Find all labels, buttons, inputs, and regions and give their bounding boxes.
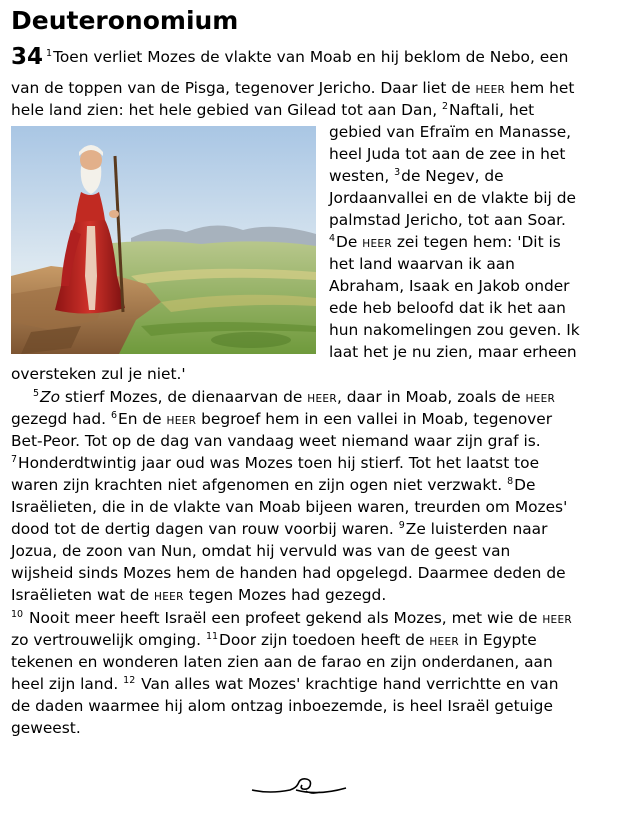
divine-name: HEER [166, 415, 197, 427]
text-line [329, 297, 566, 319]
divine-name: HEER [307, 393, 337, 405]
divine-name: HEER [154, 591, 184, 603]
verse-text: wijsheid sinds Mozes hem de handen had opgelegd. Daarmee deden de [11, 564, 566, 582]
text-line [329, 187, 576, 209]
verse-text: Toen verliet Mozes de vlakte van Moab en hij beklom de Nebo, een [53, 48, 569, 66]
divine-name: HEER [542, 614, 573, 626]
text-line [11, 408, 552, 430]
verse-text: hun nakomelingen zou geven. Ik [329, 321, 580, 339]
verse-text: waren zijn krachten niet afgenomen en zijn ogen niet verzwakt. [11, 476, 508, 494]
verse-number: 10 [11, 609, 24, 620]
verse-text: zei tegen hem: 'Dit is [391, 233, 561, 251]
text-line [11, 518, 547, 540]
verse-text: ede heb beloofd dat ik het aan [329, 299, 566, 317]
moses-on-mount-nebo-illustration [11, 126, 316, 354]
verse-text: Israëlieten, die in de vlakte van Moab bijeen waren, treurden om Mozes' [11, 498, 568, 516]
scroll-ornament-icon [250, 772, 350, 800]
verse-text: gebied van Efraïm en Manasse, [329, 123, 572, 141]
verse-text: Ze luisterden naar [405, 520, 548, 538]
text-line [33, 386, 555, 408]
verse-text: dood tot de dertig dagen van rouw voorbij waren. [11, 520, 399, 538]
text-line [329, 341, 577, 363]
verse-text: van de toppen van de Pisga, tegenover Jericho. Daar liet de [11, 79, 476, 97]
divine-name: HEER [525, 393, 556, 405]
verse-text: stierf Mozes, de dienaarvan de [60, 388, 308, 406]
verse-number: 6 [110, 410, 118, 421]
text-line [11, 363, 186, 385]
text-line [11, 695, 553, 717]
text-line [329, 319, 580, 341]
divine-name: HEER [362, 238, 392, 250]
verse-number: 3 [394, 167, 401, 178]
text-line [329, 165, 504, 187]
verse-text: de Negev, de [401, 167, 504, 185]
verse-text: tegen Mozes had gezegd. [183, 586, 387, 604]
verse-text: Israëlieten wat de [11, 586, 155, 604]
verse-text: westen, [329, 167, 395, 185]
verse-number: 11 [205, 631, 219, 642]
text-line [11, 430, 541, 452]
verse-text: tekenen en wonderen laten zien aan de farao en zijn onderdanen, aan [11, 653, 553, 671]
verse-text: heel zijn land. [11, 675, 124, 693]
verse-text: in Egypte [459, 631, 537, 649]
verse-text: Abraham, Isaak en Jakob onder [329, 277, 570, 295]
text-line [11, 584, 386, 606]
verse-text: Van alles wat Mozes' krachtige hand verrichtte en van [136, 675, 559, 693]
verse-number: 9 [398, 520, 405, 531]
ornament-svg [250, 772, 350, 800]
text-line [11, 77, 574, 99]
verse-text: Bet-Peor. Tot op de dag van vandaag weet niemand waar zijn graf is. [11, 432, 541, 450]
book-title: Deuteronomium [11, 6, 239, 35]
verse-text: de daden waarmee hij alom ontzag inboezemde, is heel Israël getuige [11, 697, 553, 715]
text-line [11, 651, 553, 673]
verse-number: 1 [46, 48, 53, 59]
verse-text: Nooit meer heeft Israël een profeet gekend als Mozes, met wie de [24, 609, 543, 627]
verse-number: 5 [33, 388, 40, 399]
text-line [329, 209, 566, 231]
text-line [11, 562, 566, 584]
illustration-svg [11, 126, 316, 354]
emphasis-text: Zo [40, 388, 61, 406]
verse-number: 7 [11, 454, 18, 465]
verse-number: 2 [442, 101, 449, 112]
verse-text: laat het je nu zien, maar erheen [329, 343, 577, 361]
verse-number: 8 [507, 476, 514, 487]
chapter-number: 34 [11, 44, 44, 70]
text-line [11, 44, 569, 70]
text-line [11, 99, 534, 121]
divine-name: HEER [475, 84, 506, 96]
verse-text: Door zijn toedoen heeft de [219, 631, 430, 649]
verse-text: Jordaanvallei en de vlakte bij de [329, 189, 576, 207]
text-line [11, 717, 81, 739]
text-line [329, 253, 515, 275]
divine-name: HEER [429, 636, 460, 648]
verse-text: Naftali, het [449, 101, 535, 119]
verse-text: De [336, 233, 363, 251]
text-line [329, 121, 571, 143]
verse-text: gezegd had. [11, 410, 111, 428]
verse-text: De [514, 476, 536, 494]
text-line [329, 231, 561, 253]
verse-text: Jozua, de zoon van Nun, omdat hij vervuld was van de geest van [11, 542, 511, 560]
verse-text: , daar in Moab, zoals de [336, 388, 526, 406]
verse-text: palmstad Jericho, tot aan Soar. [329, 211, 566, 229]
verse-text: hele land zien: het hele gebied van Gilead tot aan Dan, [11, 101, 442, 119]
text-line [329, 143, 565, 165]
text-line [11, 607, 572, 629]
verse-text: zo vertrouwelijk omging. [11, 631, 206, 649]
text-line [11, 673, 558, 695]
verse-text: En de [118, 410, 167, 428]
text-line [11, 540, 510, 562]
text-line [329, 275, 570, 297]
verse-number: 12 [123, 675, 136, 686]
text-line [11, 629, 537, 651]
verse-number: 4 [329, 233, 336, 244]
text-line [11, 496, 567, 518]
verse-text: oversteken zul je niet.' [11, 365, 186, 383]
verse-text: Honderdtwintig jaar oud was Mozes toen hij stierf. Tot het laatst toe [18, 454, 540, 472]
verse-text: begroef hem in een vallei in Moab, tegenover [196, 410, 553, 428]
verse-text: heel Juda tot aan de zee in het [329, 145, 566, 163]
verse-text: hem het [505, 79, 575, 97]
verse-text: het land waarvan ik aan [329, 255, 515, 273]
text-line [11, 474, 535, 496]
verse-text: geweest. [11, 719, 81, 737]
text-line [11, 452, 539, 474]
